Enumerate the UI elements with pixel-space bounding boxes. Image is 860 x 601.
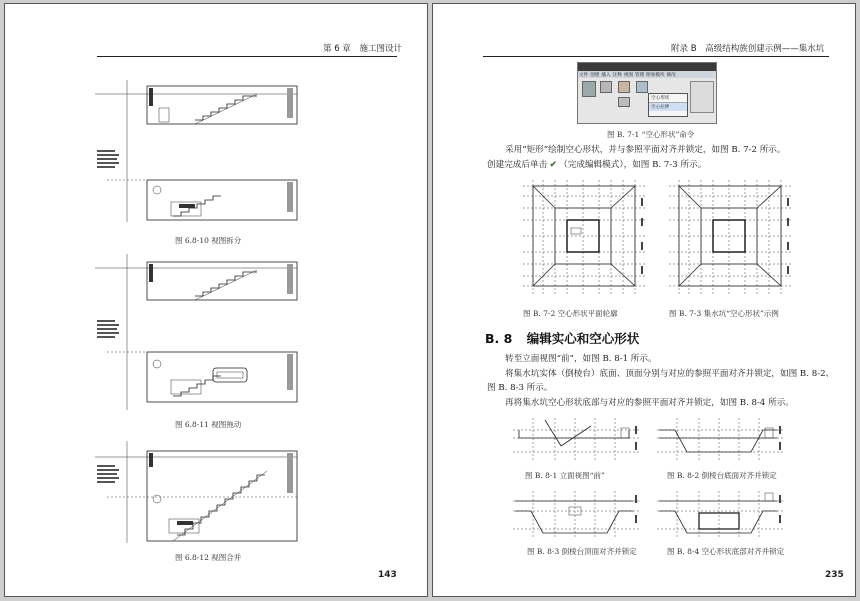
figure-caption: 图 B. 8-4 空心形状底部对齐并锁定 <box>667 547 785 556</box>
ribbon-tab[interactable]: 附加模块 <box>646 72 665 78</box>
paragraph: 采用“矩形”绘制空心形状，并与参照平面对齐并锁定，如图 B. 7-2 所示。 <box>505 145 786 155</box>
paragraph-text: 创建完成后单击 <box>487 160 548 170</box>
appendix-label: 附录 B <box>671 44 697 54</box>
figure-6-8-11-drawing <box>87 250 317 415</box>
void-forms-dropdown <box>648 93 688 117</box>
void-forms-option[interactable]: 空心形状 <box>649 94 687 103</box>
right-header <box>671 42 824 54</box>
section-title: 编辑实心和空心形状 <box>526 331 640 346</box>
figure-6-8-12-drawing <box>87 437 317 547</box>
figure-b8-3-drawing <box>511 489 641 544</box>
figure-b8-2-drawing <box>655 416 785 466</box>
section-heading <box>485 329 639 347</box>
section-number: B. 8 <box>485 331 513 346</box>
chapter-label: 第 6 章 <box>323 44 351 54</box>
paragraph-text: （完成编辑模式），如图 B. 7-3 所示。 <box>559 160 707 170</box>
modify-tool-icon[interactable] <box>582 81 596 97</box>
ribbon-tab[interactable]: 视图 <box>623 72 634 78</box>
paragraph <box>487 158 706 173</box>
property-tool-icon[interactable] <box>600 81 612 93</box>
figure-caption: 图 B. 8-3 倒棱台顶面对齐并锁定 <box>527 547 637 556</box>
ribbon-tabs <box>578 71 716 78</box>
ribbon-tab[interactable]: 文件 <box>579 72 589 78</box>
figure-caption: 图 B. 7-1 “空心形状”命令 <box>607 130 695 139</box>
revolve-tool-icon[interactable] <box>618 97 630 107</box>
header-rule <box>483 56 829 57</box>
paragraph: 再将集水坑空心形状底部与对应的参照平面对齐并锁定，如图 B. 8-4 所示。 <box>505 398 794 408</box>
paragraph: 图 B. 8-3 所示。 <box>487 383 553 393</box>
ribbon-tab[interactable]: 管理 <box>635 72 645 78</box>
chapter-title: 施工图设计 <box>359 44 403 54</box>
paragraph: 将集水坑实体（倒棱台）底面、顶面分别与对应的参照平面对齐并锁定，如图 B. 8-2、 <box>505 369 835 379</box>
figure-caption: 图 6.8-10 视图拆分 <box>175 236 242 245</box>
right-page <box>432 3 856 597</box>
page-number: 235 <box>825 570 844 580</box>
finish-edit-mode-icon: ✔ <box>549 160 557 170</box>
figure-b8-1-drawing <box>511 416 641 466</box>
page-number: 143 <box>378 570 397 580</box>
left-header <box>323 42 402 54</box>
figure-caption: 图 6.8-11 视图拖动 <box>175 420 242 429</box>
ribbon-panel <box>690 81 714 113</box>
figure-b7-3-drawing <box>667 178 797 304</box>
void-extrusion-option[interactable]: 空心拉伸 <box>649 103 687 111</box>
header-rule <box>97 56 397 57</box>
figure-caption: 图 B. 7-2 空心形状平面轮廓 <box>523 309 618 318</box>
figure-caption: 图 6.8-12 视图合并 <box>175 553 242 562</box>
paragraph: 转至立面视图“前”，如图 B. 8-1 所示。 <box>505 354 657 364</box>
figure-caption: 图 B. 8-1 立面视图“前” <box>525 471 605 480</box>
ribbon-tab[interactable]: 注释 <box>612 72 622 78</box>
ribbon-tab[interactable]: 插入 <box>601 72 611 78</box>
blend-tool-icon[interactable] <box>636 81 648 93</box>
ribbon-screenshot <box>577 62 717 124</box>
appendix-title: 高级结构族创建示例——集水坑 <box>705 44 825 54</box>
left-page <box>4 3 428 597</box>
ribbon-tab[interactable]: 创建 <box>590 72 600 78</box>
figure-b8-4-drawing <box>655 489 785 544</box>
figure-caption: 图 B. 7-3 集水坑“空心形状”示例 <box>669 309 779 318</box>
figure-b7-2-drawing <box>521 178 651 304</box>
figure-6-8-10-drawing <box>87 72 317 232</box>
ribbon-tab[interactable]: 修改 <box>666 72 676 78</box>
figure-caption: 图 B. 8-2 倒棱台底面对齐并锁定 <box>667 471 777 480</box>
extrusion-tool-icon[interactable] <box>618 81 630 93</box>
